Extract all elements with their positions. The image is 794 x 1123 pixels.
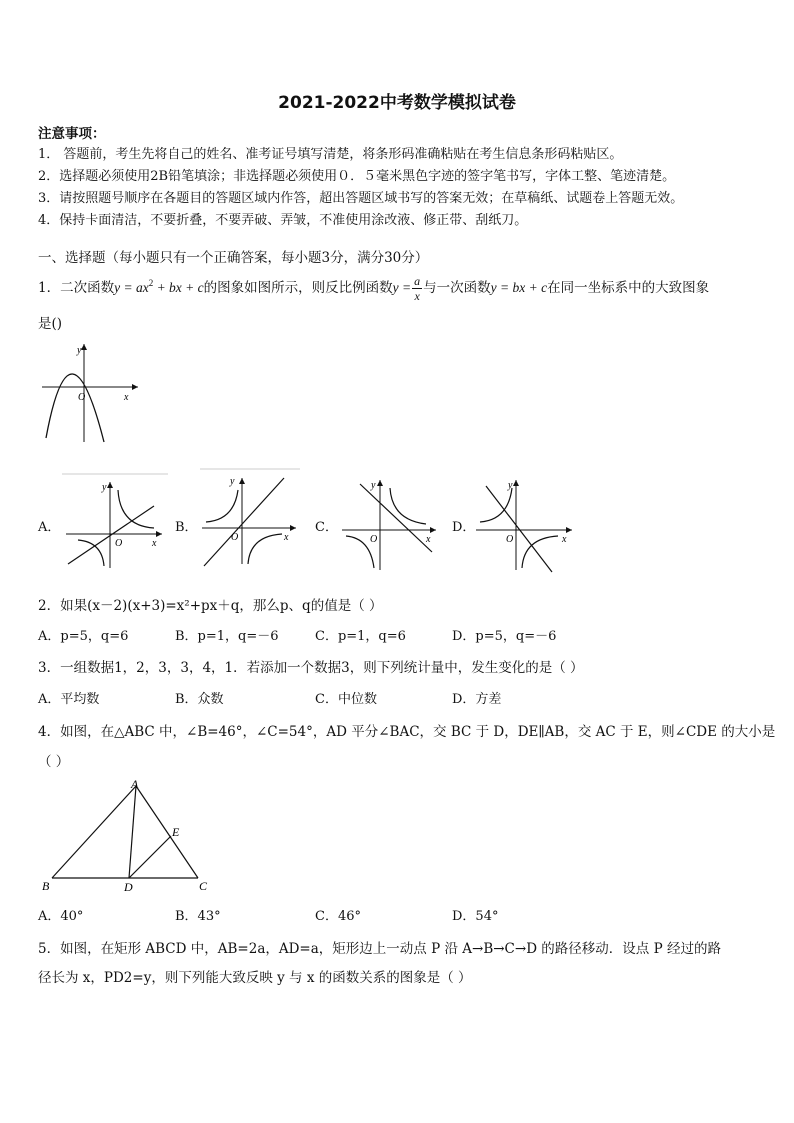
svg-text:O: O (506, 534, 514, 545)
q1-option-b-figure (196, 466, 304, 570)
svg-text:x: x (284, 532, 289, 543)
svg-text:x: x (124, 392, 129, 403)
q1-linear-fn: y = bx + c (490, 280, 548, 295)
q5-line2: 径长为 x，PD2=y，则下列能大致反映 y 与 x 的函数关系的图象是（ ） (38, 970, 472, 986)
note-item: 4．保持卡面清洁，不要折叠，不要弄破、弄皱，不准使用涂改液、修正带、刮纸刀。 (38, 213, 528, 228)
svg-text:y: y (371, 480, 376, 491)
q2-option-b: B．p=1，q=－6 (175, 629, 279, 644)
q1-parabola-figure (38, 338, 148, 448)
q1-suffix: 在同一坐标系中的大致图象 (547, 280, 710, 296)
q1-inv-fraction: $\frac{a}{x}$ (414, 274, 421, 303)
q4-line2: （ ） (38, 754, 70, 770)
svg-text:x: x (562, 534, 567, 545)
svg-text:B: B (42, 879, 50, 893)
q1-option-d: D． (452, 520, 476, 535)
note-item: 2．选择题必须使用2B铅笔填涂；非选择题必须使用０．５毫米黑色字迹的签字笔书写，字体工整、笔迹清楚。 (38, 169, 676, 184)
page-title: 2021-2022中考数学模拟试卷 (278, 93, 516, 113)
q1-prefix: 1．二次函数 (38, 280, 115, 296)
svg-text:y: y (102, 482, 107, 493)
svg-text:x: x (152, 538, 157, 549)
question-2: 2．如果(x－2)(x+3)=x²+px＋q，那么p、q的值是（ ） (38, 598, 383, 614)
note-item: 3．请按照题号顺序在各题目的答题区域内作答，超出答题区域书写的答案无效；在草稿纸、试题卷上答题无效。 (38, 191, 684, 206)
question-3: 3．一组数据1，2，3，3，4，1．若添加一个数据3，则下列统计量中，发生变化的是（ ） (38, 660, 584, 676)
q1-line2: 是() (38, 316, 63, 332)
q3-option-a: A．平均数 (38, 692, 100, 707)
question-1 (38, 274, 709, 303)
svg-text:A: A (131, 777, 139, 791)
q3-option-b: B．众数 (175, 692, 224, 707)
q4-option-b: B．43° (175, 909, 221, 924)
q4-option-d: D．54° (452, 909, 499, 924)
q3-option-d: D．方差 (452, 692, 502, 707)
q1-inv-lhs: y = (392, 280, 412, 295)
svg-text:x: x (426, 534, 431, 545)
svg-text:y: y (77, 345, 82, 356)
notes-heading: 注意事项： (38, 126, 106, 142)
q1-option-d-figure (472, 474, 578, 574)
q1-mid2: 与一次函数 (423, 280, 491, 296)
q1-option-c-figure (338, 474, 442, 574)
q4-triangle-figure (38, 774, 218, 896)
q4-option-a: A．40° (38, 909, 84, 924)
svg-text:y: y (508, 480, 513, 491)
svg-text:C: C (199, 879, 208, 893)
svg-text:O: O (115, 538, 123, 549)
note-item: 1． 答题前，考生先将自己的姓名、准考证号填写清楚，将条形码准确粘贴在考生信息条形码粘贴区。 (38, 147, 623, 162)
q1-option-a-figure (58, 468, 170, 572)
q1-mid: 的图象如图所示，则反比例函数 (203, 280, 393, 296)
svg-text:D: D (124, 880, 133, 894)
svg-text:E: E (172, 825, 180, 839)
question-5: 5．如图，在矩形 ABCD 中，AB=2a，AD=a，矩形边上一动点 P 沿 A→B→C→D 的路径移动．设点 P 经过的路 (38, 941, 721, 957)
svg-text:O: O (370, 534, 378, 545)
q3-option-c: C．中位数 (315, 692, 377, 707)
q1-option-c: C． (315, 520, 338, 535)
section-heading: 一、选择题（每小题只有一个正确答案，每小题3分，满分30分） (38, 250, 429, 266)
q1-option-a: A． (38, 520, 61, 535)
question-4: 4．如图，在△ABC 中，∠B=46°，∠C=54°，AD 平分∠BAC，交 BC 于 D，DE∥AB，交 AC 于 E，则∠CDE 的大小是 (38, 724, 776, 740)
q2-option-d: D．p=5，q=－6 (452, 629, 557, 644)
svg-text:O: O (78, 392, 86, 403)
q2-option-c: C．p=1，q=6 (315, 629, 406, 644)
q2-option-a: A．p=5，q=6 (38, 629, 129, 644)
q1-option-b: B． (175, 520, 198, 535)
svg-text:y: y (230, 476, 235, 487)
q1-quad-fn: $y = ax^2$ + bx + c (114, 278, 204, 295)
q4-option-c: C．46° (315, 909, 361, 924)
svg-text:O: O (231, 532, 239, 543)
